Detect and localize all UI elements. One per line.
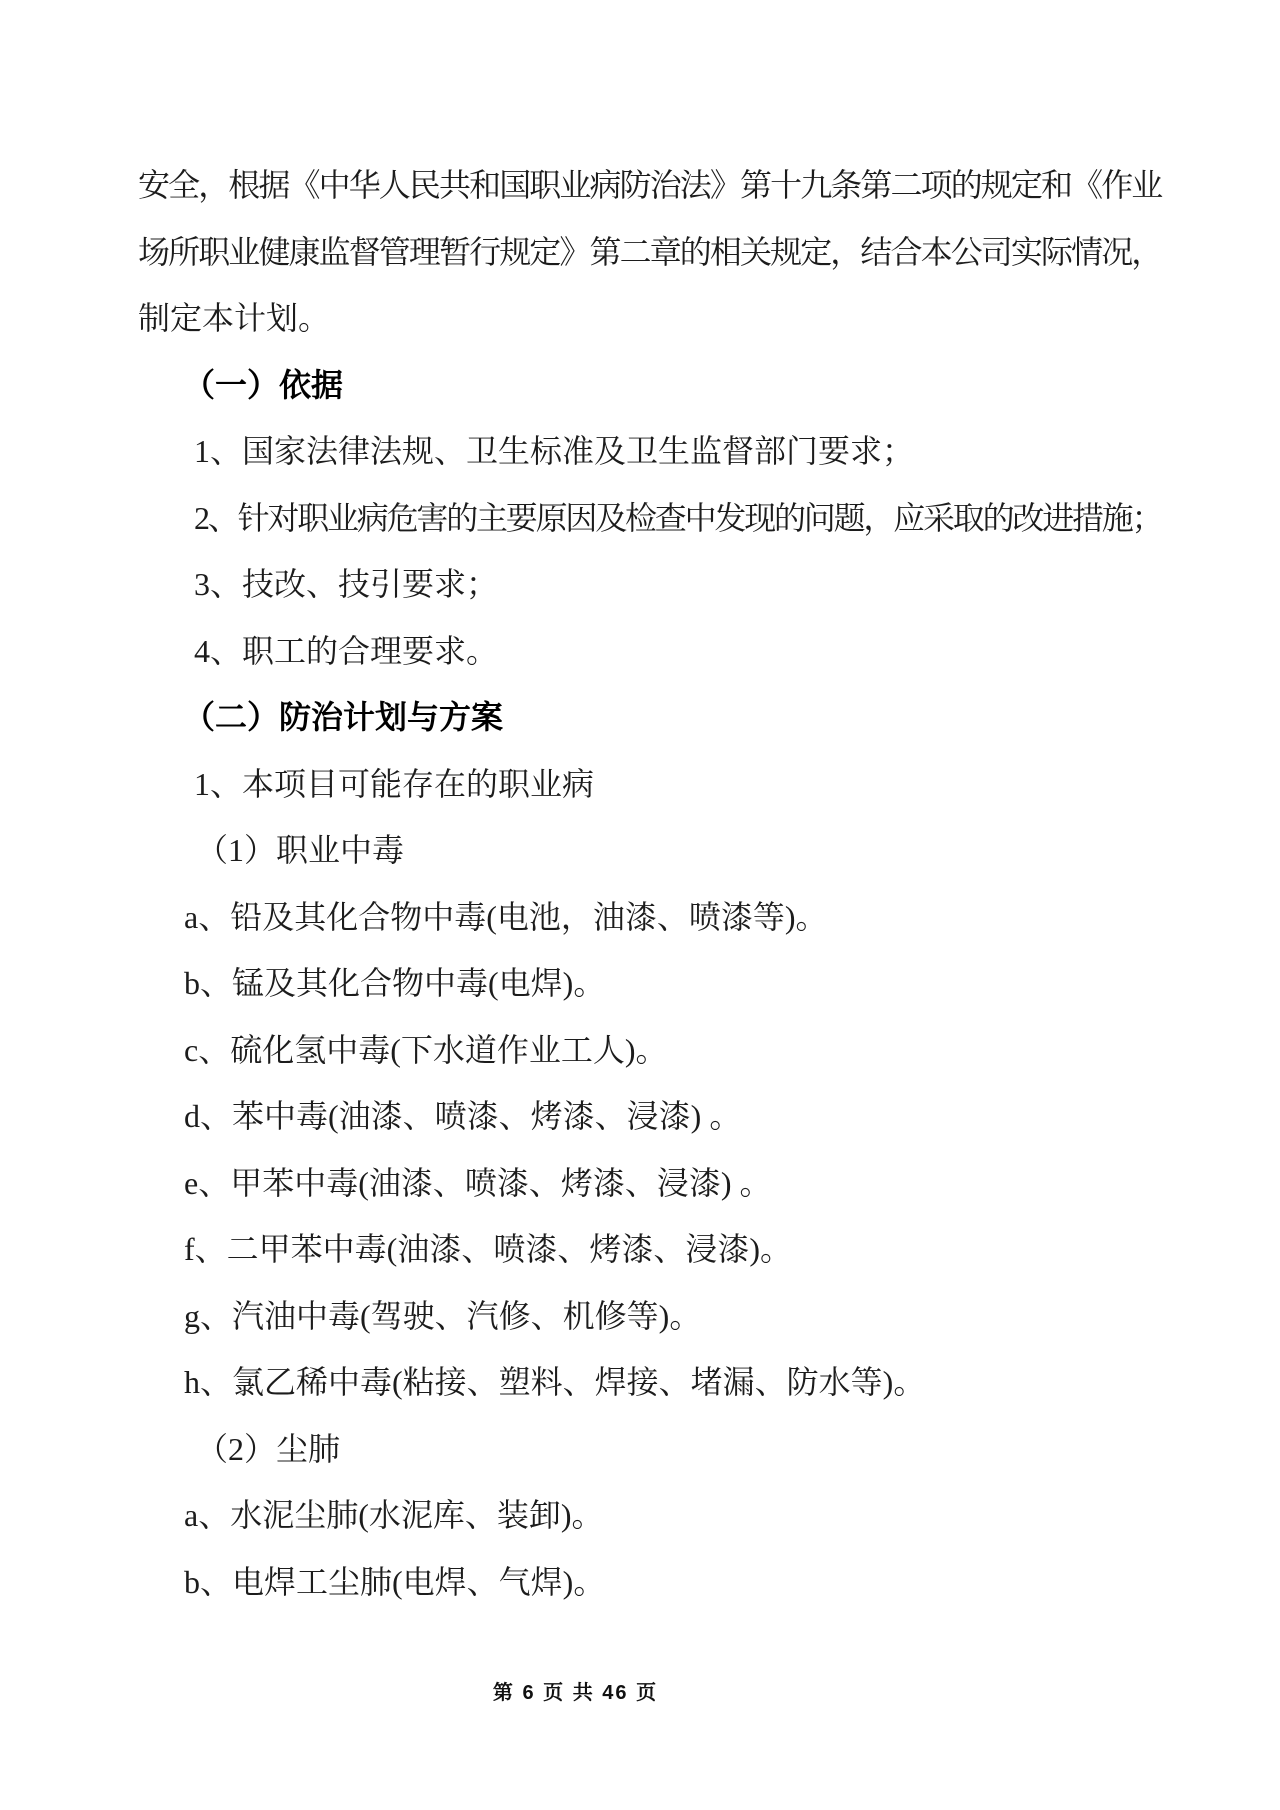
paragraph-line: 安全，根据《中华人民共和国职业病防治法》第十九条第二项的规定和《作业 [138,167,1162,203]
list-item: 1、本项目可能存在的职业病 [194,765,595,802]
sub-list-item: （1）职业中毒 [196,832,405,868]
paragraph-line: 场所职业健康监督管理暂行规定》第二章的相关规定，结合本公司实际情况， [138,233,1162,270]
list-item: h、氯乙稀中毒(粘接、塑料、焊接、堵漏、防水等)。 [184,1364,926,1400]
list-item: 2、针对职业病危害的主要原因及检查中发现的问题，应采取的改进措施； [194,499,1162,536]
list-item: 1、国家法律法规、卫生标准及卫生监督部门要求； [194,433,915,469]
list-item: a、水泥尘肺(水泥库、装卸)。 [184,1497,604,1533]
paragraph-line: 制定本计划。 [138,300,331,336]
page-body [138,152,1163,1615]
list-item: e、甲苯中毒(油漆、喷漆、烤漆、浸漆) 。 [184,1164,772,1201]
section-heading-1: （一）依据 [183,366,344,403]
list-item: b、锰及其化合物中毒(电焊)。 [184,965,606,1001]
sub-list-item: （2）尘肺 [196,1430,341,1467]
list-item: 4、职工的合理要求。 [194,632,499,669]
list-item: b、电焊工尘肺(电焊、气焊)。 [184,1563,606,1600]
list-item: g、汽油中毒(驾驶、汽修、机修等)。 [184,1297,702,1334]
list-item: f、二甲苯中毒(油漆、喷漆、烤漆、浸漆)。 [184,1231,792,1267]
list-item: a、铅及其化合物中毒(电池，油漆、喷漆等)。 [184,898,828,935]
list-item: 3、技改、技引要求； [194,566,499,602]
page-number-footer: 第 6 页 共 46 页 [492,1682,659,1704]
list-item: c、硫化氢中毒(下水道作业工人)。 [184,1031,668,1068]
section-heading-2: （二）防治计划与方案 [183,699,504,735]
list-item: d、苯中毒(油漆、喷漆、烤漆、浸漆) 。 [184,1098,742,1134]
